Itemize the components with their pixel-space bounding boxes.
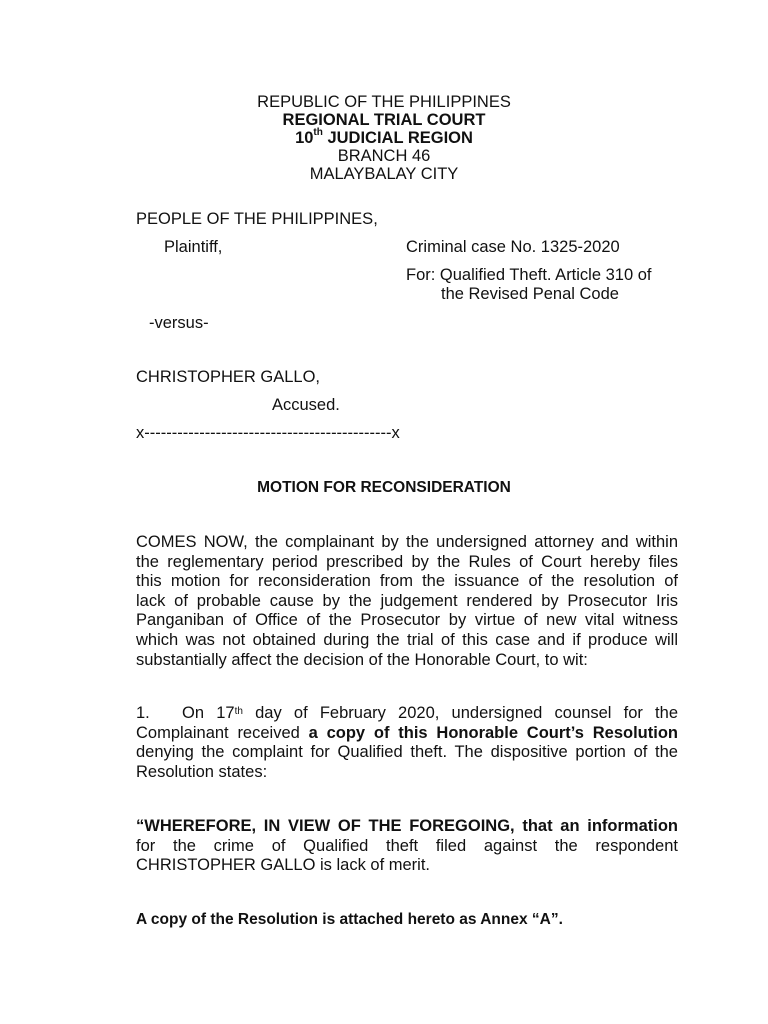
item1-line-3: denying the complaint for Qualified theft. The dispositive portion of the bbox=[136, 743, 678, 762]
quote-paragraph bbox=[136, 817, 678, 876]
header-branch: BRANCH 46 bbox=[337, 147, 431, 165]
header-region-suffix: th bbox=[313, 127, 323, 138]
plaintiff-role: Plaintiff, bbox=[164, 238, 223, 256]
item1-received-text: Complainant received bbox=[136, 723, 309, 742]
item1-first-line bbox=[182, 704, 678, 724]
intro-line-2: the reglementary period prescribed by the Rules of Court hereby files bbox=[136, 552, 678, 571]
item1-date-suffix: th bbox=[234, 706, 243, 717]
item1-line-1 bbox=[182, 704, 678, 724]
item1-line-2 bbox=[136, 724, 678, 744]
item1-resolution-ref: a copy of this Honorable Court’s Resolution bbox=[308, 723, 678, 742]
quote-line-2: for the crime of Qualified theft filed against the respondent bbox=[136, 836, 678, 855]
intro-line-3: this motion for reconsideration from the issuance of the resolution of bbox=[136, 572, 678, 591]
intro-line-5: Panganiban of Office of the Prosecutor by virtue of new vital witness bbox=[136, 611, 678, 630]
intro-line-6: which was not obtained during the trial of this case and if produce will bbox=[136, 630, 678, 649]
header-region bbox=[0, 129, 768, 148]
quote-line-3: CHRISTOPHER GALLO is lack of merit. bbox=[136, 856, 431, 875]
intro-paragraph bbox=[136, 533, 678, 670]
header-region-number: 10 bbox=[295, 129, 314, 147]
item1-date-prefix: On 17 bbox=[182, 704, 235, 722]
header-court: REGIONAL TRIAL COURT bbox=[282, 111, 486, 129]
accused-name: CHRISTOPHER GALLO, bbox=[136, 368, 320, 386]
motion-title: MOTION FOR RECONSIDERATION bbox=[257, 479, 511, 496]
accused-role: Accused. bbox=[272, 396, 340, 414]
header-city: MALAYBALAY CITY bbox=[309, 165, 459, 183]
caption-separator: x---------------------------------------------x bbox=[136, 424, 400, 442]
case-charge-line2: the Revised Penal Code bbox=[441, 285, 619, 303]
item1-paragraph bbox=[136, 724, 678, 783]
item1-number: 1. bbox=[136, 704, 150, 722]
header-republic: REPUBLIC OF THE PHILIPPINES bbox=[257, 93, 511, 111]
case-charge-line1: For: Qualified Theft. Article 310 of bbox=[406, 266, 652, 284]
annex-note: A copy of the Resolution is attached hereto as Annex “A”. bbox=[136, 911, 563, 928]
intro-line-4: lack of probable cause by the judgement rendered by Prosecutor Iris bbox=[136, 591, 678, 610]
intro-line-1: COMES NOW, the complainant by the undersigned attorney and within bbox=[136, 533, 678, 551]
item1-line-1-rest: day of February 2020, undersigned counsel for the bbox=[242, 704, 678, 722]
item1-line-4: Resolution states: bbox=[136, 762, 268, 781]
header-region-text: JUDICIAL REGION bbox=[322, 129, 473, 147]
versus-label: -versus- bbox=[149, 314, 209, 332]
plaintiff-name: PEOPLE OF THE PHILIPPINES, bbox=[136, 210, 378, 228]
intro-line-7: substantially affect the decision of the Honorable Court, to wit: bbox=[136, 650, 588, 669]
quote-line-1: “WHEREFORE, IN VIEW OF THE FOREGOING, that an information bbox=[136, 817, 678, 835]
case-number: Criminal case No. 1325-2020 bbox=[406, 238, 620, 256]
